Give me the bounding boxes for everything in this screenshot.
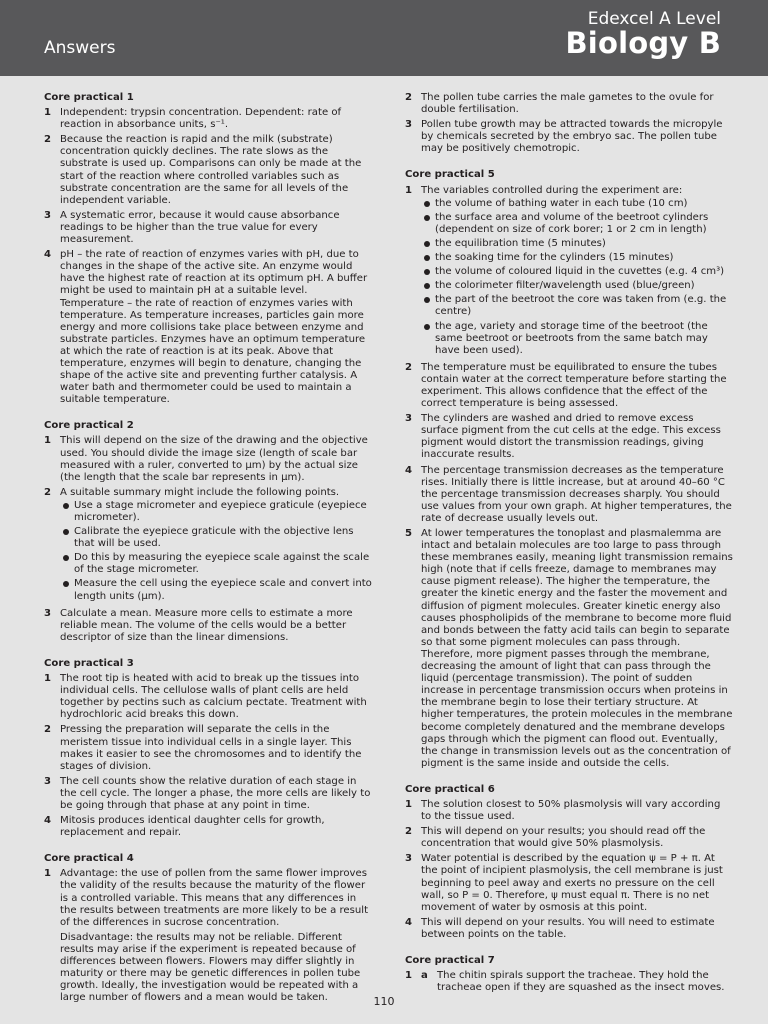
answer-number: 1 (405, 798, 413, 810)
answer-number: 2 (405, 361, 413, 373)
bullet-item (60, 552, 374, 576)
bullet-icon (421, 294, 435, 318)
answer-body (60, 776, 374, 812)
right-column (405, 92, 733, 1008)
answer-text: Mitosis produces identical daughter cells for growth, replacement and repair. (60, 815, 325, 839)
bullet-icon (60, 578, 74, 602)
answer-text: The variables controlled during the experiment are: (421, 184, 683, 196)
answer-item (405, 826, 733, 850)
bullet-item (60, 500, 374, 524)
answer-body (60, 435, 374, 483)
answer-number: 3 (405, 119, 413, 131)
bullet-item (421, 294, 733, 318)
answer-body (421, 970, 733, 994)
answer-body (60, 868, 374, 928)
bullet-icon (421, 252, 435, 264)
bullet-text: Measure the cell using the eyepiece scale and convert into length units (μm). (74, 578, 372, 602)
answer-item (405, 465, 733, 525)
answer-text: This will depend on the size of the drawing and the objective used. You should divide the image size (length of scale bar measured with a ruler, converted to μm) by the actual size (the length that the scale bar represents in μm). (60, 435, 368, 483)
practical-section (405, 784, 733, 941)
answer-number: 3 (44, 209, 52, 221)
answer-body (421, 185, 733, 359)
answer-text: This will depend on your results; you should read off the concentration that would give 50% plasmolysis. (421, 826, 706, 850)
practical-heading: Core practical 6 (405, 783, 495, 795)
answer-number: 1 (405, 184, 413, 196)
answer-text: The pollen tube carries the male gametes to the ovule for double fertilisation. (421, 92, 714, 116)
answer-number: 2 (44, 724, 52, 736)
page-header (0, 0, 768, 76)
answer-item (44, 435, 374, 483)
bullet-text: the equilibration time (5 minutes) (435, 237, 606, 249)
practical-heading: Core practical 4 (44, 853, 134, 865)
answer-item (405, 970, 733, 994)
answer-item (405, 917, 733, 941)
answer-number: 2 (405, 826, 413, 838)
answer-body (421, 362, 733, 410)
bullet-text: the soaking time for the cylinders (15 minutes) (435, 252, 674, 264)
answer-body (60, 249, 374, 406)
page-number: 110 (373, 995, 395, 1008)
answer-paragraph: Disadvantage: the results may not be reliable. Different results may arise if the experiment is repeated because of differences between flowers. Flowers may differ slightly in maturity or there may be genetic differences in pollen tube growth. Ideally, the investigation would be repeated with a large number of flowers and a mean would be taken. (60, 931, 361, 1004)
answer-item (44, 776, 374, 812)
answer-text: The cell counts show the relative duration of each stage in the cell cycle. The longer a phase, the more cells are likely to be going through that phase at any point in time. (60, 775, 371, 811)
answer-text: The root tip is heated with acid to break up the tissues into individual cells. The cellulose walls of plant cells are held together by pectins such as calcium pectate. Treatment with hydrochloric acid breaks this down. (60, 673, 367, 721)
answer-item (405, 185, 733, 359)
answer-text: A suitable summary might include the following points. (60, 486, 340, 498)
answer-number: 1 (44, 107, 52, 119)
answer-item (44, 815, 374, 839)
answer-text: pH – the rate of reaction of enzymes varies with pH, due to changes in the shape of the active site. An enzyme would have the highest rate of reaction at its optimum pH. A buffer might be used to maintain pH at a suitable level. Temperature – the rate of reaction of enzymes varies with temperature. As temperature increases, particles gain more energy and more collisions take place between enzyme and substrate particles. Enzymes have an optimum temperature at which the rate of reaction is at its peak. Above that temperature, enzymes will begin to denature, changing the shape of the active site and preventing further catalysis. A water bath and thermometer could be used to maintain a suitable temperature. (60, 249, 368, 406)
answer-text: Because the reaction is rapid and the milk (substrate) concentration quickly declines. The rate slows as the substrate is used up. Comparisons can only be made at the start of the reaction where controlled variables such as substrate concentration are the same for all levels of the independent variable. (60, 134, 362, 206)
answer-text: Pollen tube growth may be attracted towards the micropyle by chemicals secreted by the embryo sac. The pollen tube may be positively chemotropic. (421, 119, 723, 155)
answer-body (421, 799, 733, 823)
bullet-item (421, 252, 733, 264)
bullet-text: Do this by measuring the eyepiece scale against the scale of the stage micrometer. (74, 552, 370, 576)
answer-item (405, 799, 733, 823)
answer-item (44, 608, 374, 644)
answer-item (405, 413, 733, 461)
bullet-text: Calibrate the eyepiece graticule with the objective lens that will be used. (74, 526, 354, 550)
practical-section (405, 955, 733, 994)
practical-section (44, 658, 374, 839)
answer-body (60, 487, 374, 605)
answer-item (405, 119, 733, 155)
practical-heading: Core practical 3 (44, 657, 134, 669)
bullet-icon (60, 552, 74, 576)
answer-body (421, 917, 733, 941)
bullet-list (421, 198, 733, 357)
bullet-text: the part of the beetroot the core was taken from (e.g. the centre) (435, 294, 727, 318)
answer-body (60, 210, 374, 246)
answer-text: Independent: trypsin concentration. Dependent: rate of reaction in absorbance units, s⁻¹. (60, 107, 342, 131)
section-label: Answers (44, 38, 116, 58)
answer-body (421, 119, 733, 155)
answer-item (44, 249, 374, 406)
answer-body (421, 826, 733, 850)
answer-item (405, 853, 733, 913)
sub-answer (421, 970, 733, 994)
answer-text: A systematic error, because it would cause absorbance readings to be higher than the true value for every measurement. (60, 209, 340, 246)
sub-answer-letter: a (421, 970, 428, 982)
practical-heading: Core practical 7 (405, 955, 495, 966)
answer-number: 1 (44, 868, 52, 880)
answer-number: 1 (44, 673, 52, 685)
practical-section (44, 92, 374, 406)
answer-item (405, 92, 733, 116)
answer-item (44, 487, 374, 605)
answer-body (421, 413, 733, 461)
answer-text: At lower temperatures the tonoplast and plasmalemma are intact and betalain molecules are too large to pass through these membranes easily, meaning light transmission remains high (note that if cells freeze, damage to membranes may cause pigment release). The higher the temperature, the greater the kinetic energy and the faster the movement and diffusion of pigment molecules. Greater kinetic energy also causes phospholipids of the membrane to become more fluid and bonds between the fatty acid tails can begin to separate so that some pigment molecules can pass through. Therefore, more pigment passes through the membrane, decreasing the amount of light that can pass through the liquid (percentage transmission). The point of sudden increase in percentage transmission occurs when proteins in the membrane begin to lose their tertiary structure. At higher temperatures, the protein molecules in the membrane become completely denatured and the membrane develops gaps through which the pigment can flood out. Eventually, the change in transmission levels out as the concentration of pigment is the same inside and outside the cells. (421, 528, 733, 769)
practical-heading: Core practical 5 (405, 169, 495, 181)
bullet-item (421, 212, 733, 236)
answer-number: 4 (44, 815, 52, 827)
bullet-text: the colorimeter filter/wavelength used (blue/green) (435, 280, 695, 292)
practical-heading: Core practical 1 (44, 92, 134, 103)
answer-number: 3 (405, 853, 413, 865)
answer-number: 2 (44, 486, 52, 498)
answer-body (60, 107, 374, 131)
bullet-icon (60, 500, 74, 524)
answer-body (60, 815, 374, 839)
bullet-icon (421, 280, 435, 292)
left-column (44, 92, 374, 1018)
bullet-text: the age, variety and storage time of the beetroot (the same beetroot or beetroots from the same batch may have been used). (435, 320, 708, 356)
bullet-icon (421, 266, 435, 278)
answer-item (44, 673, 374, 721)
answer-text: Calculate a mean. Measure more cells to estimate a more reliable mean. The volume of the cells would be a better descriptor of size than the linear dimensions. (60, 607, 353, 643)
answer-text: Pressing the preparation will separate the cells in the meristem tissue into individual cells in a single layer. This makes it easier to see the chromosomes and to identify the stages of division. (60, 724, 362, 772)
bullet-item (421, 238, 733, 250)
bullet-item (421, 280, 733, 292)
answer-number: 3 (405, 413, 413, 425)
answer-body (60, 724, 374, 772)
answer-number: 3 (44, 775, 52, 787)
answer-body (60, 608, 374, 644)
bullet-list (60, 500, 374, 603)
bullet-text: the volume of coloured liquid in the cuvettes (e.g. 4 cm³) (435, 266, 725, 278)
continued-answers (405, 92, 733, 155)
answer-text: This will depend on your results. You will need to estimate between points on the table. (421, 916, 715, 940)
answer-item (44, 107, 374, 131)
answer-number: 1 (405, 970, 413, 982)
answer-text: Advantage: the use of pollen from the same flower improves the validity of the results because the maturity of the flower is a controlled variable. This means that any differences in the results between treatments are more likely to be a result of the differences in sucrose concentration. (60, 868, 369, 928)
answer-body (421, 853, 733, 913)
practical-section (405, 169, 733, 769)
course-subtitle: Edexcel A Level (587, 9, 721, 29)
answer-item (405, 528, 733, 770)
answer-number: 5 (405, 528, 413, 539)
answer-text: Water potential is described by the equation ψ = P + π. At the point of incipient plasmolysis, the cell membrane is just beginning to peel away and exerts no pressure on the cell wall, so P = 0. Therefore, ψ must equal π. There is no net movement of water by osmosis at this point. (421, 853, 723, 913)
answer-number: 2 (405, 92, 413, 103)
answer-body (421, 465, 733, 525)
answer-text: The temperature must be equilibrated to ensure the tubes contain water at the correct temperature before starting the experiment. This allows confidence that the effect of the correct temperature is being assessed. (421, 361, 727, 410)
answer-number: 3 (44, 607, 52, 619)
bullet-item (421, 321, 733, 357)
answer-number: 4 (405, 464, 413, 476)
answer-body (421, 92, 733, 116)
bullet-text: Use a stage micrometer and eyepiece graticule (eyepiece micrometer). (74, 499, 367, 523)
bullet-icon (421, 198, 435, 210)
answer-item (405, 362, 733, 410)
bullet-text: the volume of bathing water in each tube (10 cm) (435, 197, 688, 209)
practical-heading: Core practical 2 (44, 420, 134, 432)
answer-number: 4 (405, 916, 413, 928)
bullet-icon (421, 212, 435, 236)
bullet-text: the surface area and volume of the beetroot cylinders (dependent on size of cork borer; 1 or 2 cm in length) (435, 211, 709, 235)
answer-number: 2 (44, 134, 52, 146)
bullet-item (421, 198, 733, 210)
answer-text: The cylinders are washed and dried to remove excess surface pigment from the cut cells at the edge. This excess pigment would distort the transmission readings, giving inaccurate results. (421, 413, 721, 461)
answer-body (60, 134, 374, 207)
answer-body (60, 673, 374, 721)
answer-item (44, 868, 374, 928)
practical-section (44, 853, 374, 1004)
answer-item (44, 724, 374, 772)
answer-text: The percentage transmission decreases as the temperature rises. Initially there is little increase, but at around 40–60 °C the percentage transmission decreases sharply. You should use values from your own graph. At higher temperatures, the rate of decrease usually levels out. (421, 464, 732, 524)
practical-section (44, 420, 374, 644)
bullet-item (421, 266, 733, 278)
answer-text: The chitin spirals support the tracheae. They hold the tracheae open if they are squashed as the insect moves. (437, 970, 725, 994)
course-title: Biology B (565, 26, 721, 60)
answer-body (421, 528, 733, 770)
answer-number: 1 (44, 435, 52, 447)
answer-number: 4 (44, 249, 52, 261)
bullet-item (60, 578, 374, 602)
bullet-icon (60, 526, 74, 550)
bullet-icon (421, 238, 435, 250)
answer-text: The solution closest to 50% plasmolysis will vary according to the tissue used. (421, 798, 721, 823)
bullet-item (60, 526, 374, 550)
bullet-icon (421, 321, 435, 357)
answer-item (44, 134, 374, 207)
answer-item (44, 210, 374, 246)
